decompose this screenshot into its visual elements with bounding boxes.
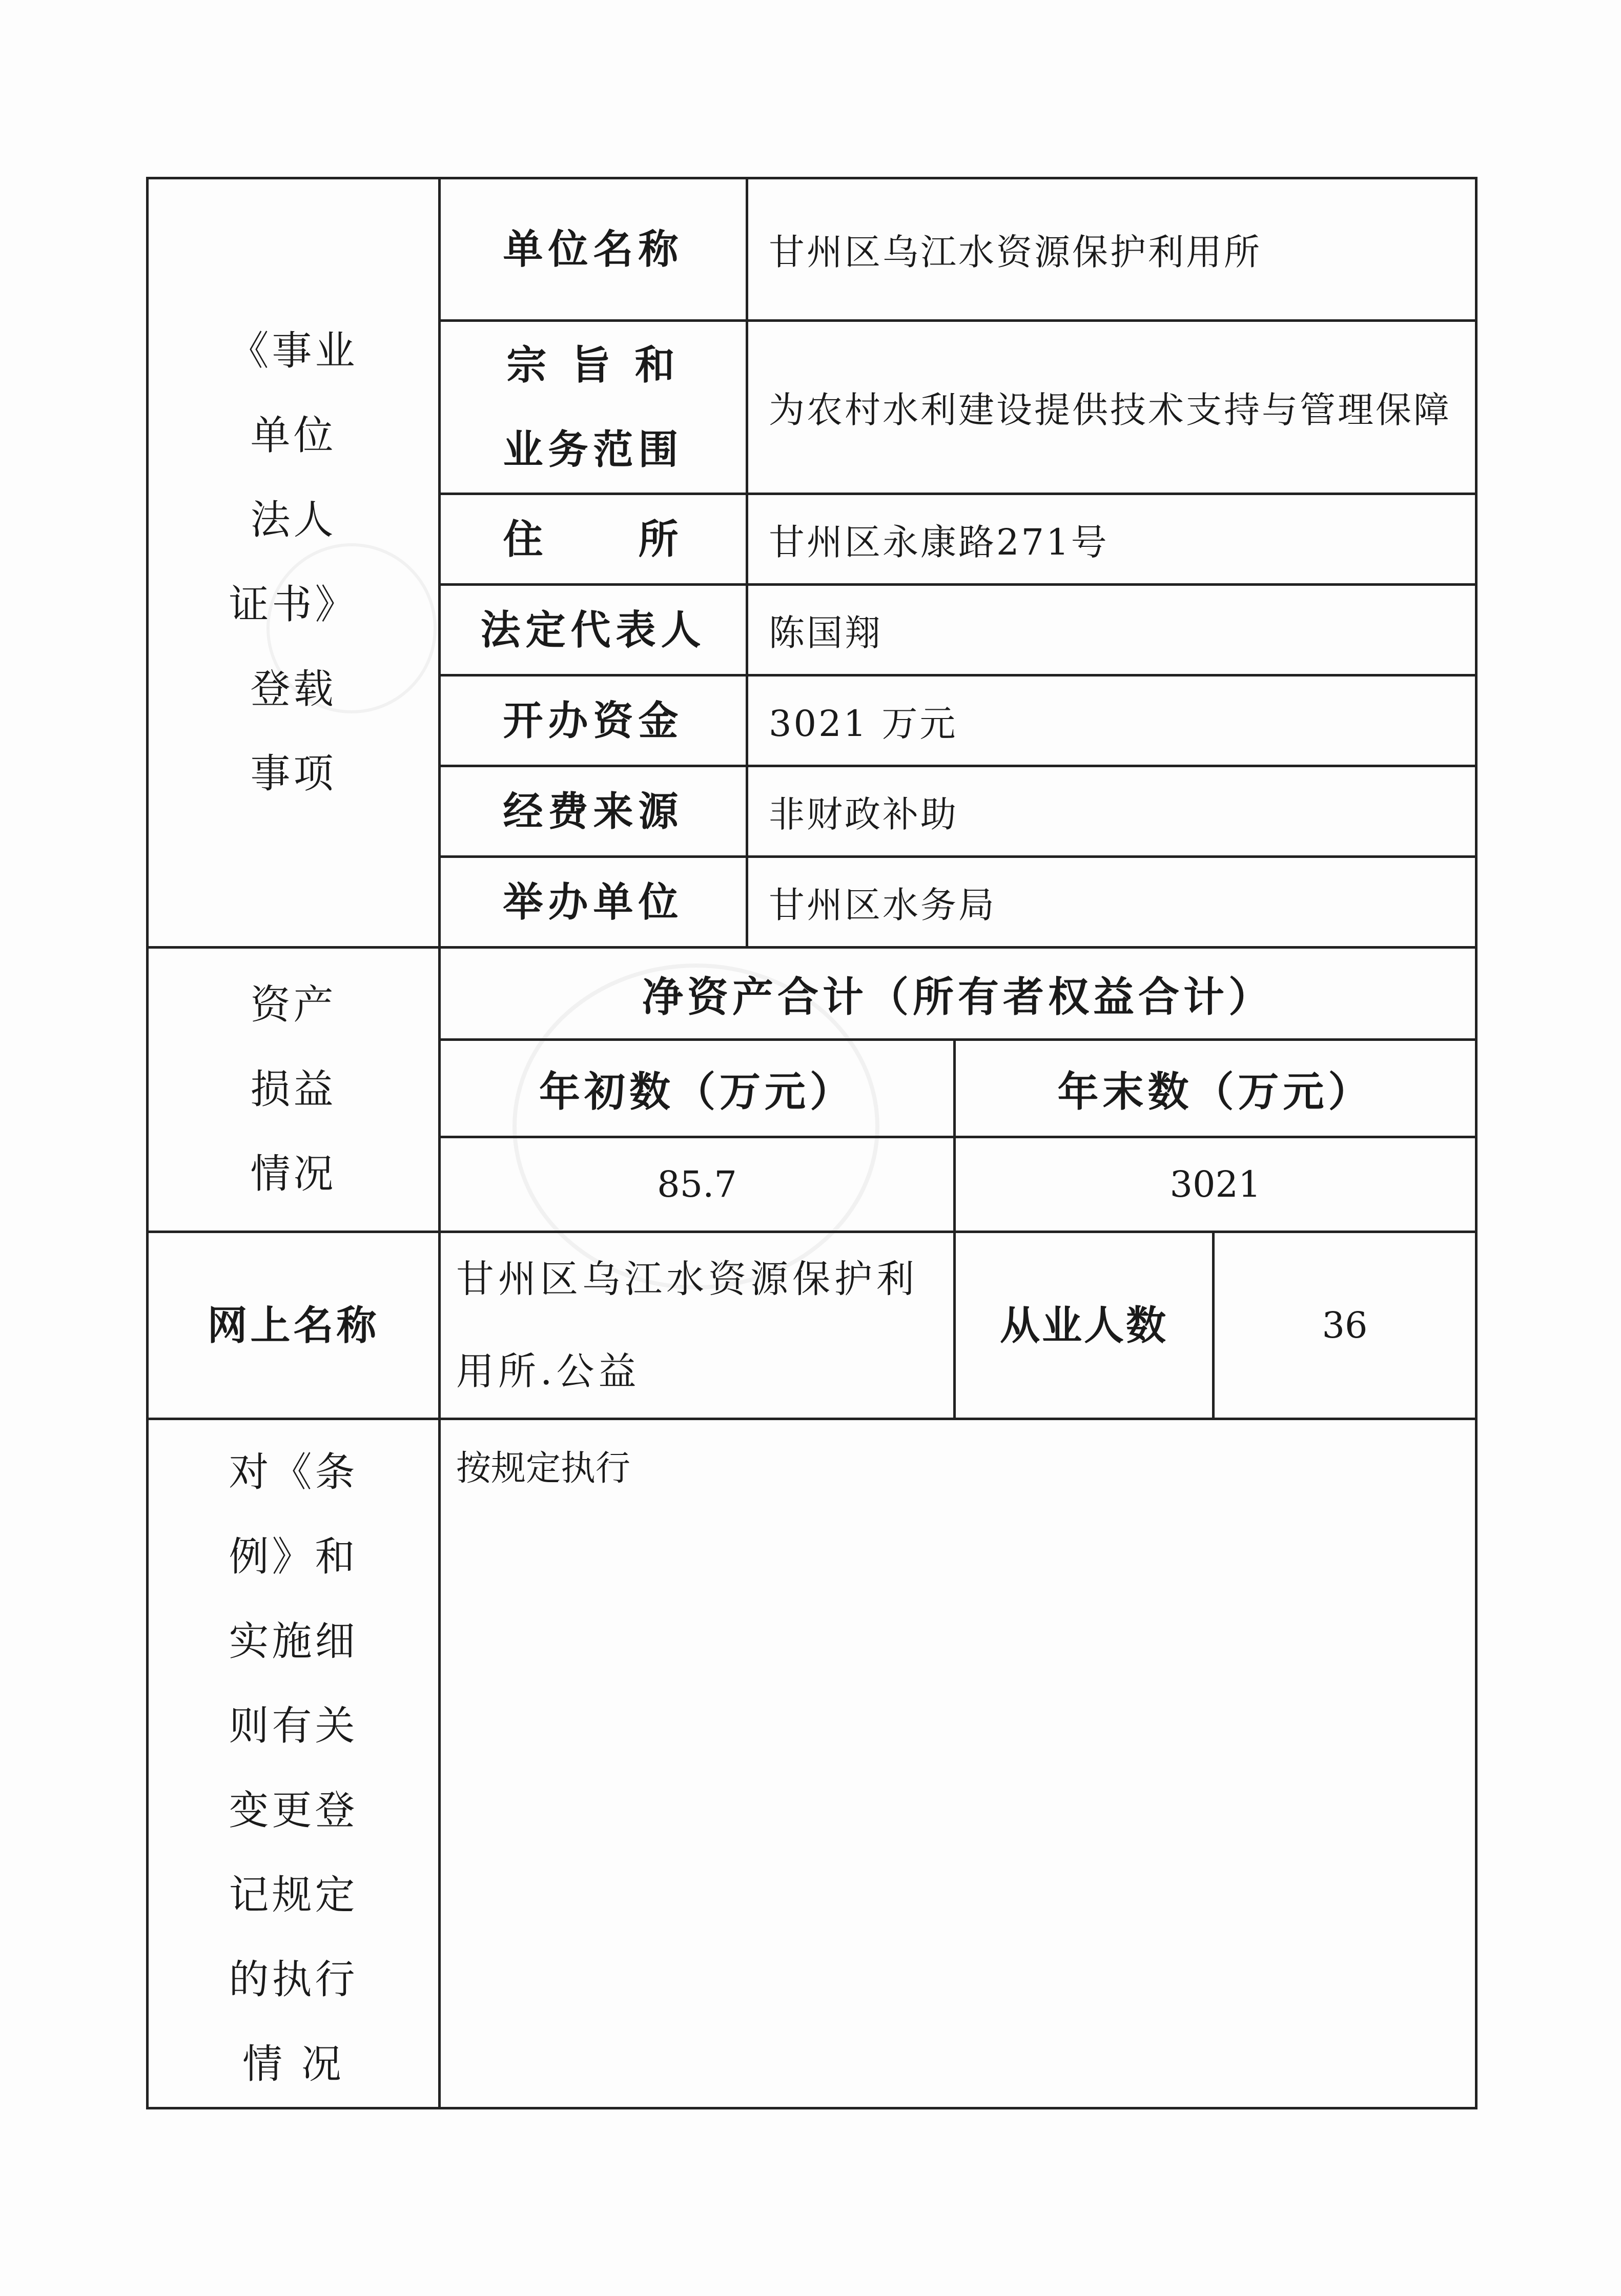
side-label-line: 单位 [250,413,337,459]
side-label-line: 变更登 [229,1788,358,1834]
label-sponsor-unit [440,857,747,948]
side-label-line: 记规定 [229,1872,358,1918]
label-text: 住 所 [503,516,684,563]
value-end-of-year: 3021 [955,1137,1476,1232]
side-label-line: 则有关 [229,1703,358,1749]
value-purpose-scope: 为农村水利建设提供技术支持与管理保障 [747,321,1476,494]
value-sponsor-unit: 甘州区水务局 [747,857,1476,948]
value-funding-source: 非财政补助 [747,766,1476,857]
label-purpose-scope [440,321,747,494]
side-label-line: 《事业 [229,328,358,374]
side-label-line: 情况 [250,1151,337,1197]
label-text: 宗 旨 和 [506,341,680,388]
side-label-line: 实施细 [229,1618,358,1665]
label-text: 经费来源 [503,788,684,835]
row-online-name [148,1232,1476,1419]
label-unit-name [440,178,747,321]
value-capital: 3021 万元 [747,675,1476,766]
side-label-line: 证书》 [229,582,358,628]
side-label-line: 事项 [250,751,337,797]
online-name-line: 用所.公益 [456,1349,641,1393]
value-staff-count: 36 [1214,1232,1476,1419]
label-text: 从业人数 [999,1302,1168,1349]
side-label-certificate-items [148,178,440,948]
side-label-line: 情 况 [242,2041,344,2087]
label-text: 法定代表人 [480,606,706,653]
label-text: 网上名称 [207,1302,380,1349]
label-address [440,494,747,585]
label-staff-count [955,1232,1214,1419]
side-label-line: 例》和 [229,1534,358,1580]
label-online-name [148,1232,440,1419]
online-name-line: 甘州区乌江水资源保护利 [456,1257,918,1301]
side-label-line: 的执行 [229,1957,358,2003]
value-legal-rep: 陈国翔 [747,585,1476,675]
label-text: 开办资金 [503,697,684,744]
label-text: 举办单位 [503,878,684,926]
side-label-assets [148,948,440,1232]
value-unit-name: 甘州区乌江水资源保护利用所 [747,178,1476,321]
label-legal-rep [440,585,747,675]
net-assets-header: 净资产合计（所有者权益合计） [440,948,1476,1040]
label-capital [440,675,747,766]
label-text: 单位名称 [503,226,684,273]
value-execution: 按规定执行 [440,1419,1476,2108]
row-assets-header [148,948,1476,1040]
registration-form-table [146,177,1478,2109]
side-label-execution [148,1419,440,2108]
value-online-name [440,1232,955,1419]
row-execution [148,1419,1476,2108]
side-label-line: 法人 [250,497,337,543]
side-label-line: 损益 [250,1066,337,1113]
row-unit-name [148,178,1476,321]
side-label-line: 登载 [250,666,337,712]
side-label-line: 资产 [250,981,337,1028]
value-start-of-year: 85.7 [440,1137,955,1232]
value-address: 甘州区永康路271号 [747,494,1476,585]
label-text: 业务范围 [503,426,684,473]
col-start-of-year: 年初数（万元） [440,1040,955,1137]
col-end-of-year: 年末数（万元） [955,1040,1476,1137]
label-funding-source [440,766,747,857]
side-label-line: 对《条 [229,1449,358,1495]
